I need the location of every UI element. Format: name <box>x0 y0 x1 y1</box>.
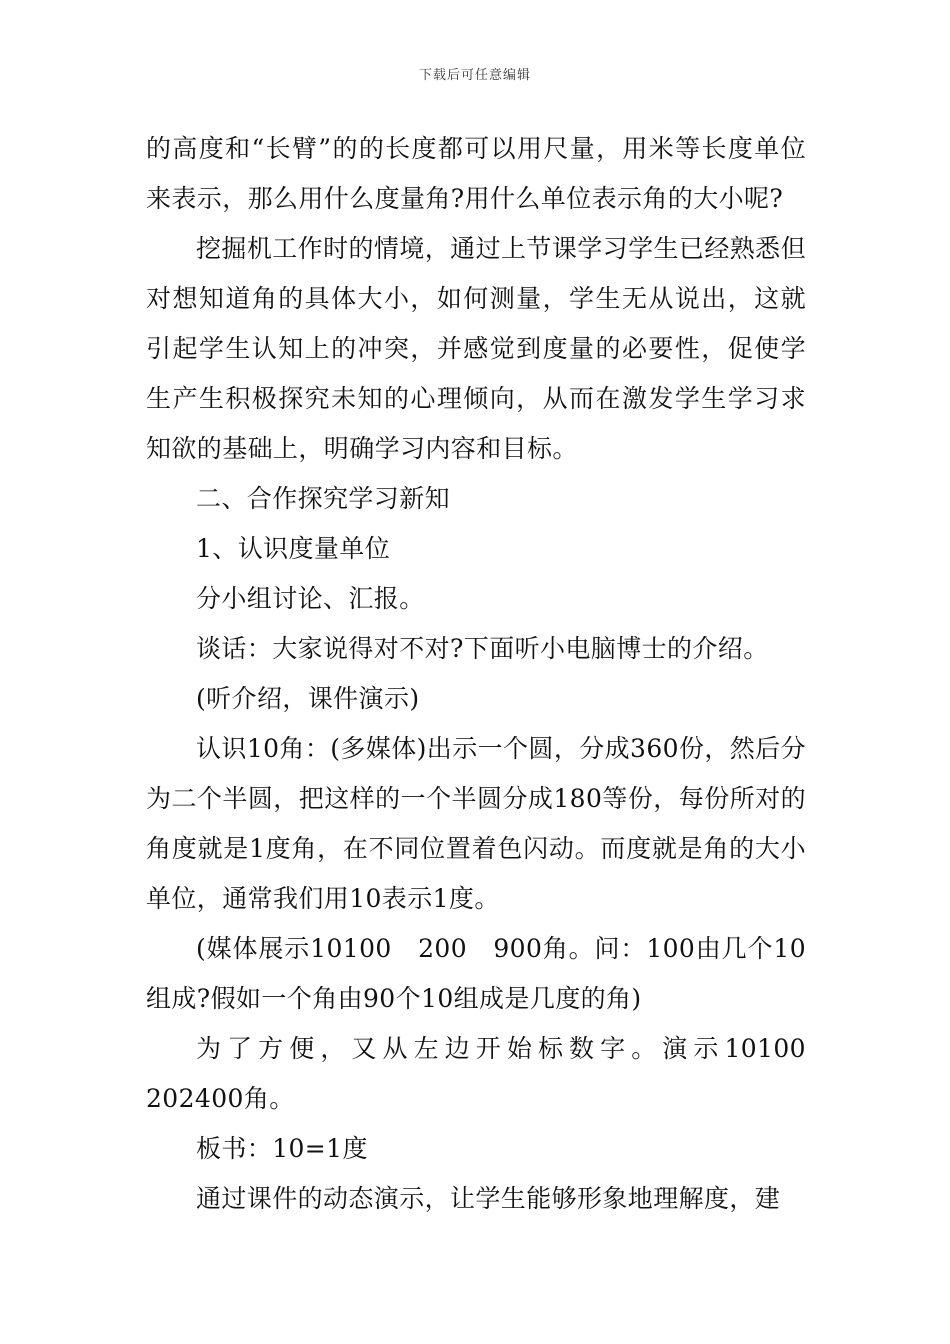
paragraph-convenience: 为了方便，又从左边开始标数字。演示10100 202400角。 <box>146 1034 832 1113</box>
document-body <box>146 124 832 1224</box>
paragraph-recognize-angle: 认识10角：(多媒体)出示一个圆，分成360份，然后分为二个半圆，把这样的一个半圆分成180等份，每份所对的角度就是1度角，在不同位置着色闪动。而度就是角的大小单位，通常我们用10表示1度。 <box>146 734 806 913</box>
paragraph-excavator-context: 挖掘机工作时的情境，通过上节课学习学生已经熟悉但对想知道角的具体大小，如何测量，学生无从说出，这就引起学生认知上的冲突，并感觉到度量的必要性，促使学生产生积极探究未知的心理倾向，从而在激发学生学习求知欲的基础上，明确学习内容和目标。 <box>146 234 806 463</box>
paragraph-blackboard: 板书：10=1度 <box>196 1134 368 1163</box>
paragraph-media-display: (媒体展示10100 200 900角。问：100由几个10组成?假如一个角由90个10组成是几度的角) <box>146 934 806 1013</box>
paragraph-group-discussion: 分小组讨论、汇报。 <box>196 584 425 613</box>
paragraph-dynamic-demo: 通过课件的动态演示，让学生能够形象地理解度，建 <box>196 1184 781 1213</box>
paragraph-continuation: 的高度和“长臂”的的长度都可以用尺量，用米等长度单位来表示，那么用什么度量角?用什么单位表示角的大小呢? <box>146 134 806 213</box>
subsection-heading-measurement-unit: 1、认识度量单位 <box>196 534 391 563</box>
paragraph-talk: 谈话：大家说得对不对?下面听小电脑博士的介绍。 <box>196 634 769 663</box>
paragraph-courseware-note: (听介绍，课件演示) <box>196 684 420 713</box>
page-header: 下载后可任意编辑 <box>418 68 531 83</box>
section-heading-cooperative-inquiry: 二、合作探究学习新知 <box>196 484 451 513</box>
